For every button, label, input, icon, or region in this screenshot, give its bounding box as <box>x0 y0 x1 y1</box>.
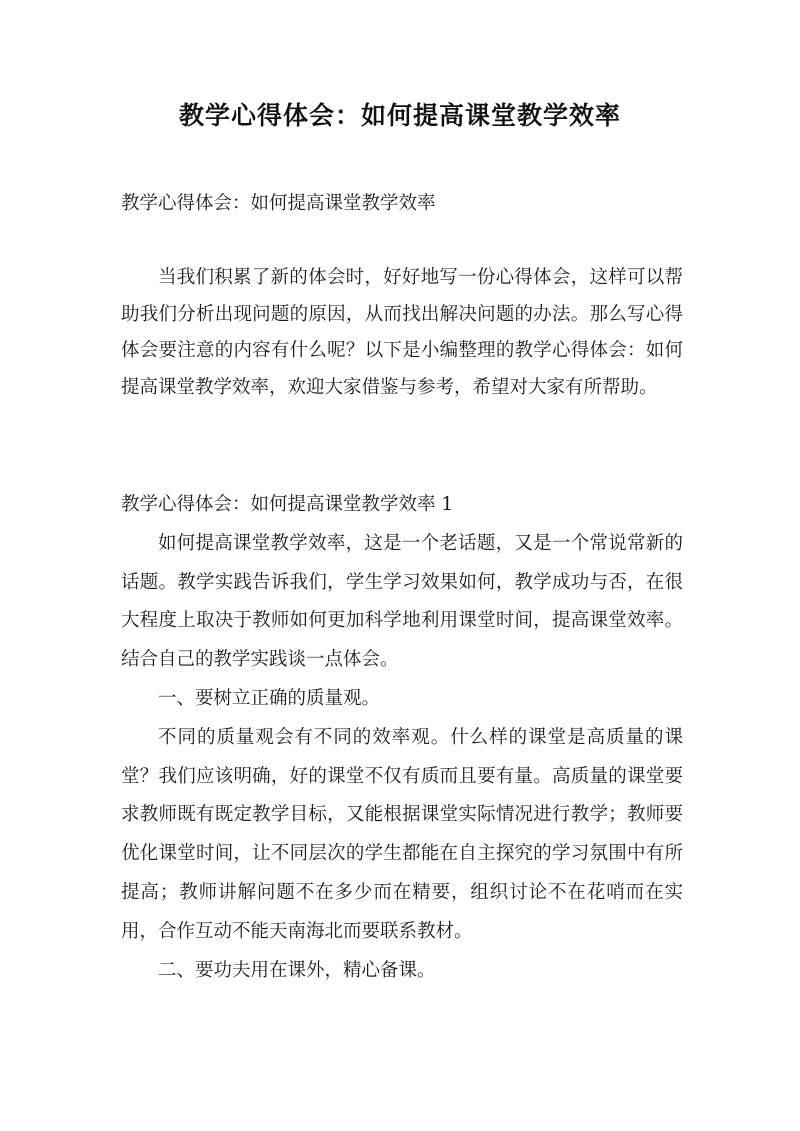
paragraph-opening: 如何提高课堂教学效率，这是一个老话题，又是一个常说常新的话题。教学实践告诉我们，学生学习效果如何，教学成功与否，在很大程度上取决于教师如何更加科学地利用课堂时间，提高课堂效率。结合自己的教学实践谈一点体会。 <box>121 532 683 671</box>
paragraph-point-two: 二、要功夫用在课外，精心备课。 <box>158 959 436 981</box>
section-1 <box>121 486 683 990</box>
document-subtitle: 教学心得体会：如何提高课堂教学效率 <box>121 193 436 214</box>
paragraph-point-one: 一、要树立正确的质量观。 <box>158 687 381 709</box>
document-title: 教学心得体会：如何提高课堂教学效率 <box>178 101 621 130</box>
intro-paragraph: 当我们积累了新的体会时，好好地写一份心得体会，这样可以帮助我们分析出现问题的原因，从而找出解决问题的办法。那么写心得体会要注意的内容有什么呢？以下是小编整理的教学心得体会：如何提高课堂教学效率，欢迎大家借鉴与参考，希望对大家有所帮助。 <box>121 267 683 398</box>
paragraph-quality-view: 不同的质量观会有不同的效率观。什么样的课堂是高质量的课堂？我们应该明确，好的课堂不仅有质而且要有量。高质量的课堂要求教师既有既定教学目标，又能根据课堂实际情况进行教学；教师要优化课堂时间，让不同层次的学生都能在自主探究的学习氛围中有所提高；教师讲解问题不在多少而在精要，组织讨论不在花哨而在实用，合作互动不能天南海北而要联系教材。 <box>121 726 683 942</box>
section-heading: 教学心得体会：如何提高课堂教学效率 1 <box>121 494 454 515</box>
